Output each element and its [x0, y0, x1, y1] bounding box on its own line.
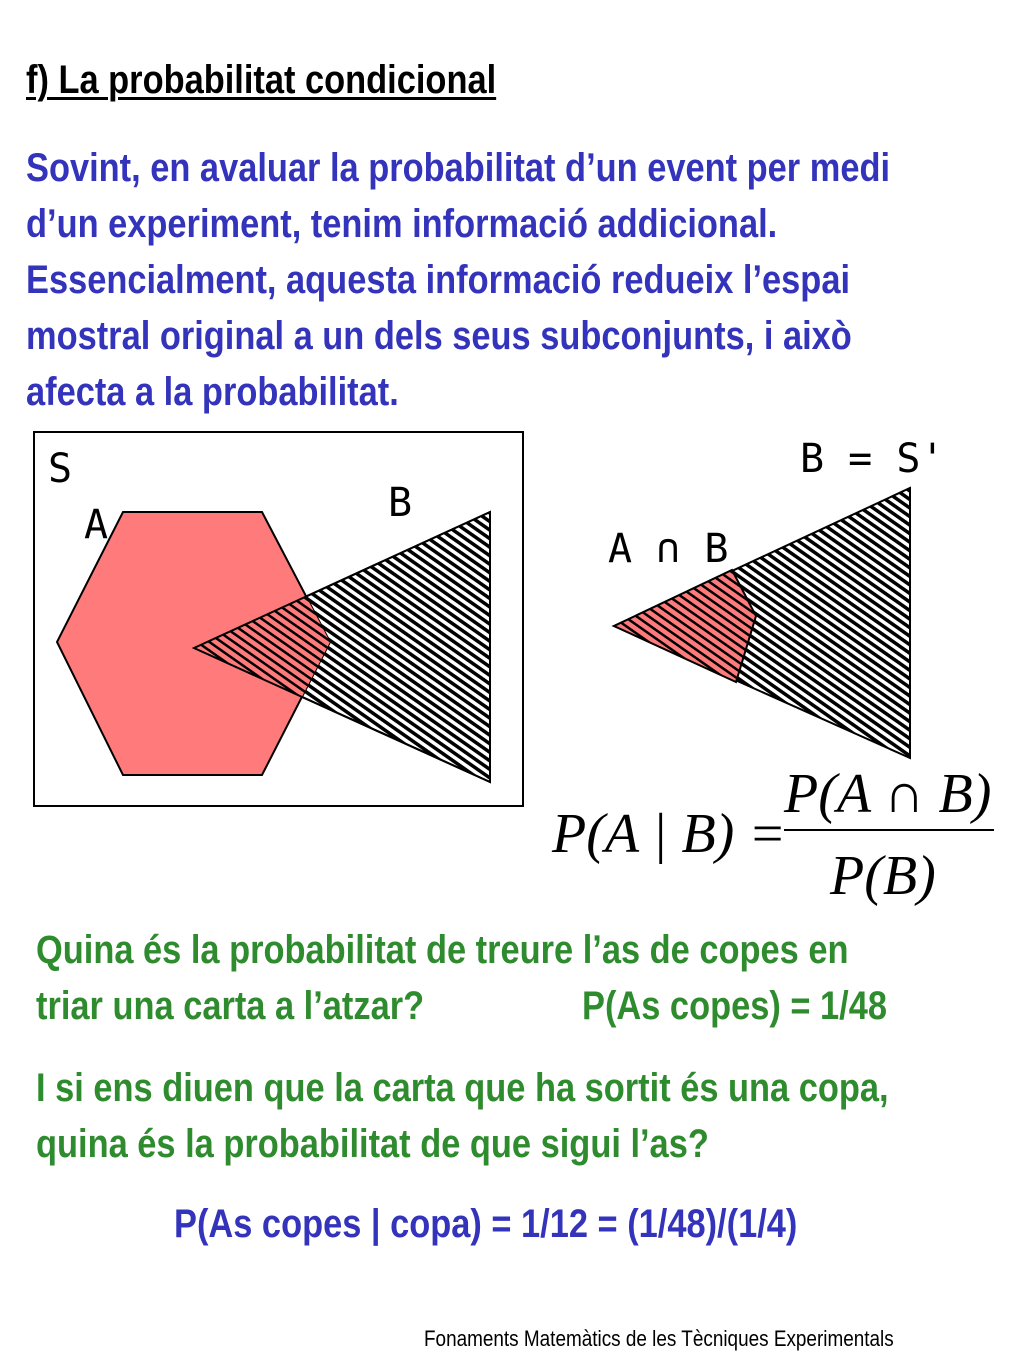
question-line: I si ens diuen que la carta que ha sortit és una copa,: [36, 1066, 889, 1110]
intro-line: d’un experiment, tenim informació addicional.: [26, 202, 778, 246]
question-2: [36, 1060, 889, 1172]
intro-line: afecta a la probabilitat.: [26, 370, 399, 414]
answer-1: P(As copes) = 1/48: [582, 984, 887, 1028]
intro-line: mostral original a un dels seus subconjunts, i això: [26, 314, 852, 358]
formula-numerator: P(A ∩ B): [784, 763, 992, 825]
question-line: Quina és la probabilitat de treure l’as de copes en: [36, 928, 849, 972]
label-a: A: [84, 502, 109, 548]
label-a-intersect-b: A ∩ B: [608, 526, 729, 572]
intro-paragraph: [26, 140, 890, 420]
label-s: S: [48, 446, 73, 492]
question-line: quina és la probabilitat de que sigui l’as?: [36, 1122, 709, 1166]
intro-line: Essencialment, aquesta informació redueix l’espai: [26, 258, 851, 302]
label-b: B: [388, 480, 413, 526]
answer-2: P(As copes | copa) = 1/12 = (1/48)/(1/4): [174, 1202, 798, 1246]
venn-diagram: [0, 420, 1024, 920]
formula-denominator: P(B): [830, 845, 936, 907]
label-b-equals-s-prime: B = S': [800, 436, 945, 482]
reduced-intersection-region: [614, 570, 756, 682]
section-title: f) La probabilitat condicional: [26, 58, 497, 102]
footer: Fonaments Matemàtics de les Tècniques Experimentals: [424, 1326, 894, 1351]
question-line: triar una carta a l’atzar?: [36, 984, 425, 1028]
formula-lhs: P(A | B) =: [552, 803, 787, 865]
intro-line: Sovint, en avaluar la probabilitat d’un event per medi: [26, 146, 891, 190]
